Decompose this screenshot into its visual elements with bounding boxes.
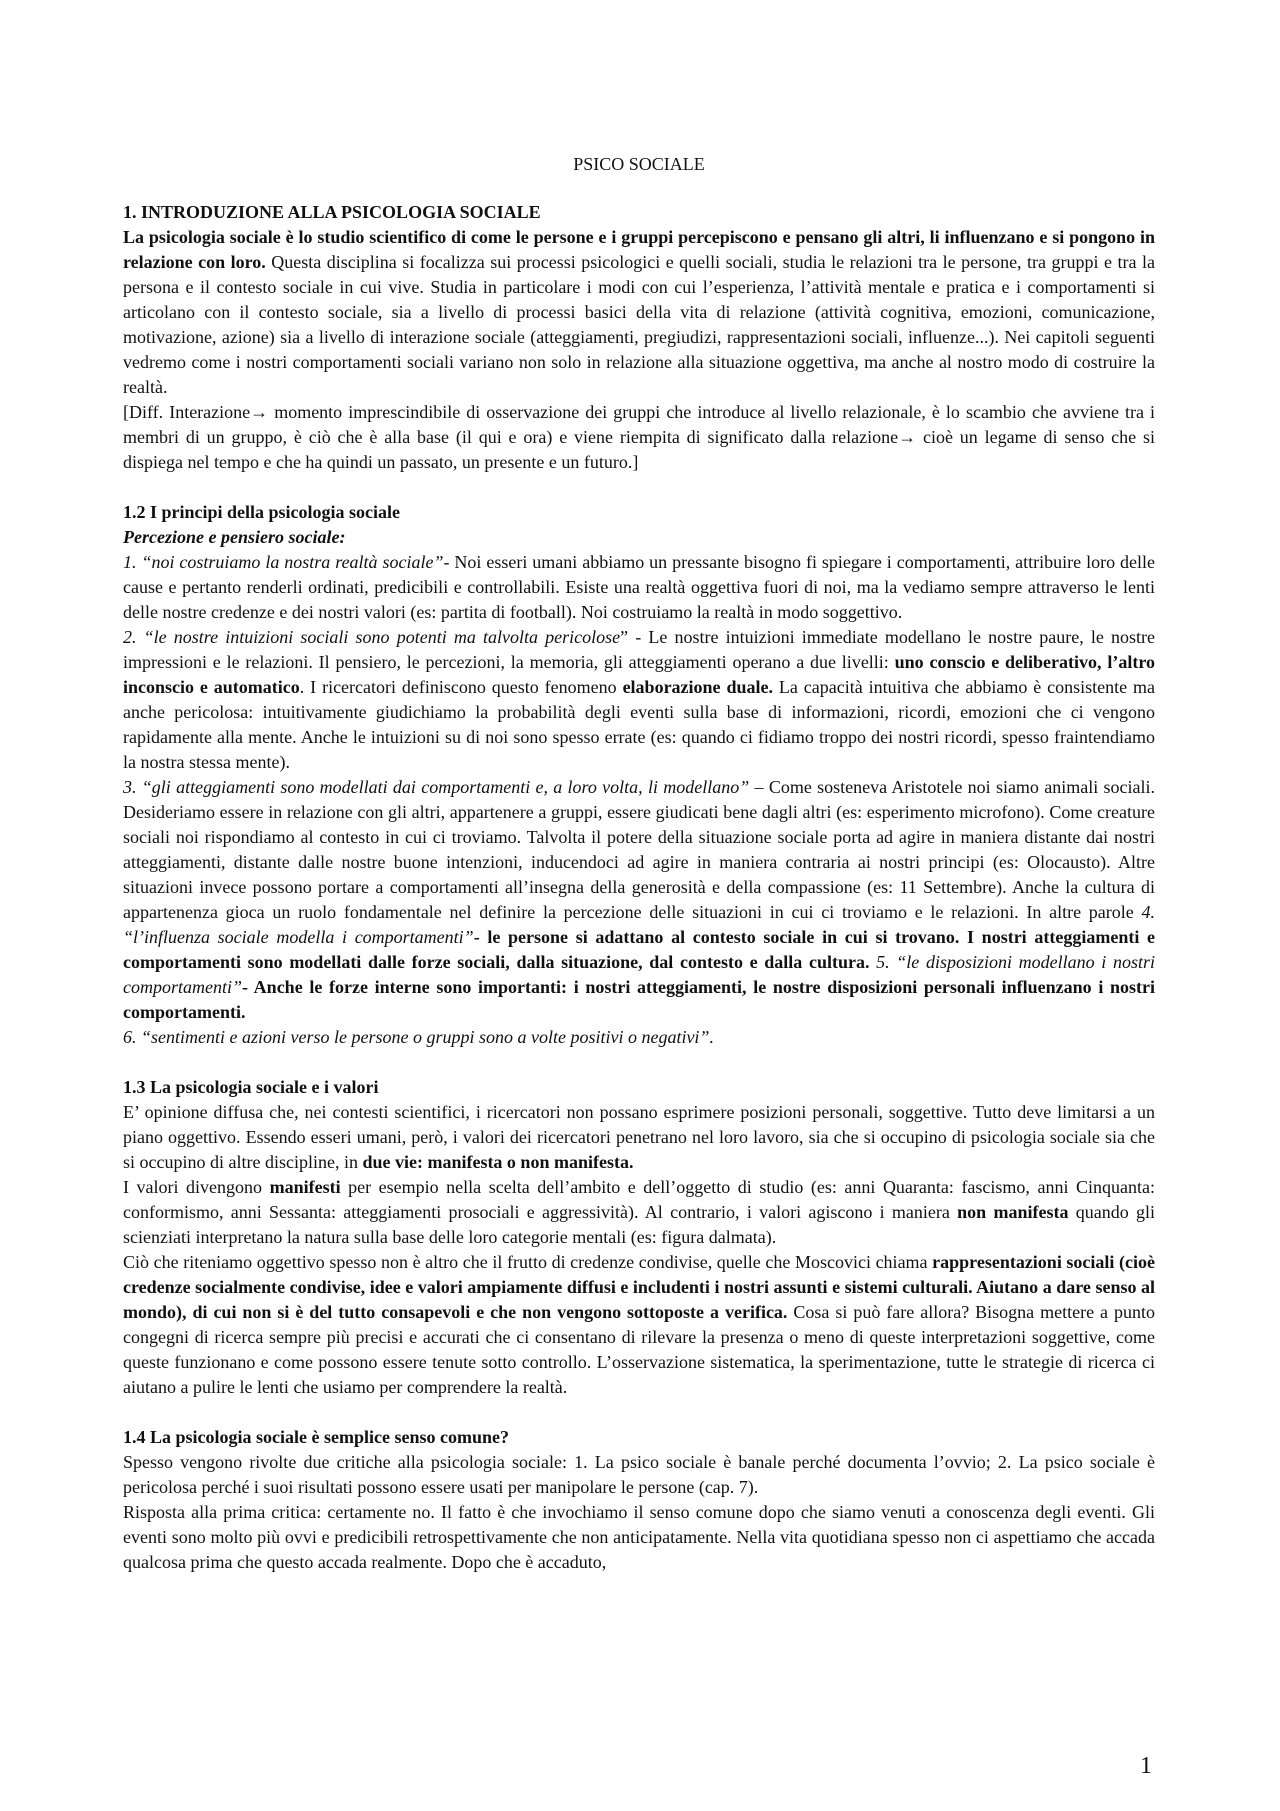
document-page [123,152,1155,1575]
page-number: 1 [1140,1753,1152,1779]
paragraph-text: Ciò che riteniamo oggettivo spesso non è altro che il frutto di credenze condivise, quelle che Moscovici chiama [123,1252,933,1272]
section-1-3-paragraph-1 [123,1100,1155,1175]
section-1-4-paragraph-2: Risposta alla prima critica: certamente no. Il fatto è che invochiamo il senso comune dopo che siamo venuti a conoscenza degli eventi. Gli eventi sono molto più ovvi e predicibili retrospettivamente che non anticipatamente. Nella vita quotidiana spesso non ci aspettiamo che accada qualcosa prima che questo accada realmente. Dopo che è accaduto, [123,1502,1155,1572]
principle-1-title: 1. “noi costruiamo la nostra realtà sociale” [123,552,444,572]
paragraph-text: [Diff. Interazione [123,402,251,422]
section-1-3-heading: 1.3 La psicologia sociale e i valori [123,1077,379,1097]
section-1-3-paragraph-3 [123,1250,1155,1400]
section-1-4-paragraph-1: Spesso vengono rivolte due critiche alla psicologia sociale: 1. La psico sociale è banale perché documenta l’ovvio; 2. La psico sociale è pericolosa perché i suoi risultati possono essere usati per manipolare le persone (cap. 7). [123,1452,1155,1497]
arrow-icon: → [898,427,917,447]
bold-text: - Anche le forze interne sono importanti: i nostri atteggiamenti, le nostre disposizioni personali influenzano i nostri comportamenti. [123,977,1155,1022]
section-1-3-paragraph-2 [123,1175,1155,1250]
section-1-2-subheading: Percezione e pensiero sociale: [123,527,346,547]
paragraph-text: I valori divengono [123,1177,270,1197]
bold-text: - le persone si adattano al contesto sociale in cui si trovano. I nostri atteggiamenti e comportamenti sono modellati dalle forze sociali, dalla situazione, dal contesto e dalla cultura. [123,927,1155,972]
definition-bold-text: La psicologia sociale è lo studio scientifico di come le persone e i gruppi percepiscono e pensano gli altri, li influenzano e si pongono in relazione con loro. [123,227,1155,272]
bold-text: manifesti [269,1177,341,1197]
bold-text: uno conscio e deliberativo, l’altro inconscio e automatico [123,652,1155,697]
paragraph-text: Cosa si può fare allora? Bisogna mettere a punto congegni di ricerca sempre più precisi e accurati che ci consentano di rilevare la presenza o meno di queste interpretazioni soggettive, come queste funzionano e come possono essere tenute sotto controllo. L’osservazione sistematica, la sperimentazione, tutte le strategie di ricerca ci aiutano a pulire le lenti che usiamo per comprendere la realtà. [123,1302,1155,1397]
paragraph-text: E’ opinione diffusa che, nei contesti scientifici, i ricercatori non possano esprimere posizioni personali, soggettive. Tutto deve limitarsi a un piano oggettivo. Essendo esseri umani, però, i valori dei ricercatori penetrano nel loro lavoro, sia che si occupino di psicologia sociale sia che si occupino di altre discipline, in [123,1102,1155,1172]
paragraph-text: - Noi esseri umani abbiamo un pressante bisogno fi spiegare i comportamenti, attribuire loro delle cause e pertanto renderli ordinati, predicibili e controllabili. Esiste una realtà oggettiva fuori di noi, ma la vediamo sempre attraverso le lenti delle nostre credenze e dei nostri valori (es: partita di football). Noi costruiamo la realtà in modo soggettivo. [123,552,1155,622]
section-1-heading: 1. INTRODUZIONE ALLA PSICOLOGIA SOCIALE [123,202,541,222]
section-1-paragraph-1 [123,225,1155,400]
document-title: PSICO SOCIALE [573,154,705,174]
section-1-paragraph-2 [123,400,1155,475]
principle-3 [123,775,1155,1025]
paragraph-text: momento imprescindibile di osservazione dei gruppi che introduce al livello relazionale, è lo scambio che avviene tra i membri di un gruppo, è ciò che è alla base (il qui e ora) e viene riempita di significato dalla relazione [123,402,1156,447]
principle-2 [123,625,1155,775]
principle-6-title: 6. “sentimenti e azioni verso le persone o gruppi sono a volte positivi o negativi”. [123,1027,714,1047]
bold-text: elaborazione duale. [622,677,773,697]
paragraph-text: per esempio nella scelta dell’ambito e dell’oggetto di studio (es: anni Quaranta: fascismo, anni Cinquanta: conformismo, anni Sessanta: atteggiamenti prosociali e aggressività). Al contrario, i valori agiscono i maniera [123,1177,1155,1222]
paragraph-text: quando gli scienziati interpretano la natura sulla base delle loro categorie mentali (es: figura dalmata). [123,1202,1155,1247]
section-1-2-heading: 1.2 I principi della psicologia sociale [123,502,401,522]
paragraph-text: . I ricercatori definiscono questo fenomeno [299,677,623,697]
bold-text: due vie: manifesta o non manifesta. [362,1152,634,1172]
principle-6 [123,1025,1155,1050]
arrow-icon: → [250,402,269,422]
section-1-2 [123,500,1155,1050]
principle-2-title: 2. “le nostre intuizioni sociali sono potenti ma talvolta pericolose [123,627,621,647]
bold-text: non manifesta [957,1202,1069,1222]
principle-3-title: 3. “gli atteggiamenti sono modellati dai comportamenti e, a loro volta, li modellano” [123,777,750,797]
bold-text: rappresentazioni sociali (cioè credenze socialmente condivise, idee e valori ampiamente diffusi e includenti i nostri assunti e sistemi culturali. Aiutano a dare senso al mondo), di cui non si è del tutto consapevoli e che non vengono sottoposte a verifica. [123,1252,1156,1322]
principle-5-title: 5. “le disposizioni modellano i nostri comportamenti” [123,952,1155,997]
paragraph-text: ” - Le nostre intuizioni immediate modellano le nostre paure, le nostre impressioni e le relazioni. Il pensiero, le percezioni, la memoria, gli atteggiamenti operano a due livelli: [123,627,1155,672]
section-1-4-heading: 1.4 La psicologia sociale è semplice senso comune? [123,1427,509,1447]
paragraph-text: cioè un legame di senso che si dispiega nel tempo e che ha quindi un passato, un presente e un futuro.] [123,427,1155,472]
paragraph-text: La capacità intuitiva che abbiamo è consistente ma anche pericolosa: intuitivamente giudichiamo la probabilità degli eventi sulla base di informazioni, ricordi, emozioni che ci vengono rapidamente alla mente. Anche le intuizioni su di noi sono spesso errate (es: quando ci fidiamo troppo dei nostri ricordi, spesso fraintendiamo la nostra stessa mente). [123,677,1155,772]
paragraph-text: – Come sosteneva Aristotele noi siamo animali sociali. Desideriamo essere in relazione con gli altri, appartenere a gruppi, essere giudicati bene dagli altri (es: esperimento microfono). Come creature sociali noi rispondiamo al contesto in cui ci troviamo. Talvolta il potere della situazione sociale porta ad agire in maniera distante dai nostri atteggiamenti, distante dalle nostre buone intenzioni, inducendoci ad agire in maniera contraria ai nostri principi (es: Olocausto). Altre situazioni invece possono portare a comportamenti all’insegna della generosità e della compassione (es: 11 Settembre). Anche la cultura di appartenenza gioca un ruolo fondamentale nel definire la percezione delle situazioni in cui ci troviamo e le relazioni. In altre parole [123,777,1155,922]
principle-1 [123,550,1155,625]
paragraph-text: Questa disciplina si focalizza sui processi psicologici e quelli sociali, studia le relazioni tra le persone, tra gruppi e tra la persona e il contesto sociale in cui vive. Studia in particolare i modi con cui l’esperienza, l’attività mentale e pratica e i comportamenti si articolano con il contesto sociale, sia a livello di processi basici della vita di relazione (attività cognitiva, emozioni, comunicazione, motivazione, azione) sia a livello di interazione sociale (atteggiamenti, pregiudizi, rappresentazioni sociali, influenze...). Nei capitoli seguenti vedremo come i nostri comportamenti sociali variano non solo in relazione alla situazione oggettiva, ma anche al nostro modo di costruire la realtà. [123,252,1155,397]
section-1-3 [123,1075,1155,1400]
section-1-4 [123,1425,1155,1575]
principle-4-title: 4. “l’influenza sociale modella i comportamenti” [123,902,1155,947]
